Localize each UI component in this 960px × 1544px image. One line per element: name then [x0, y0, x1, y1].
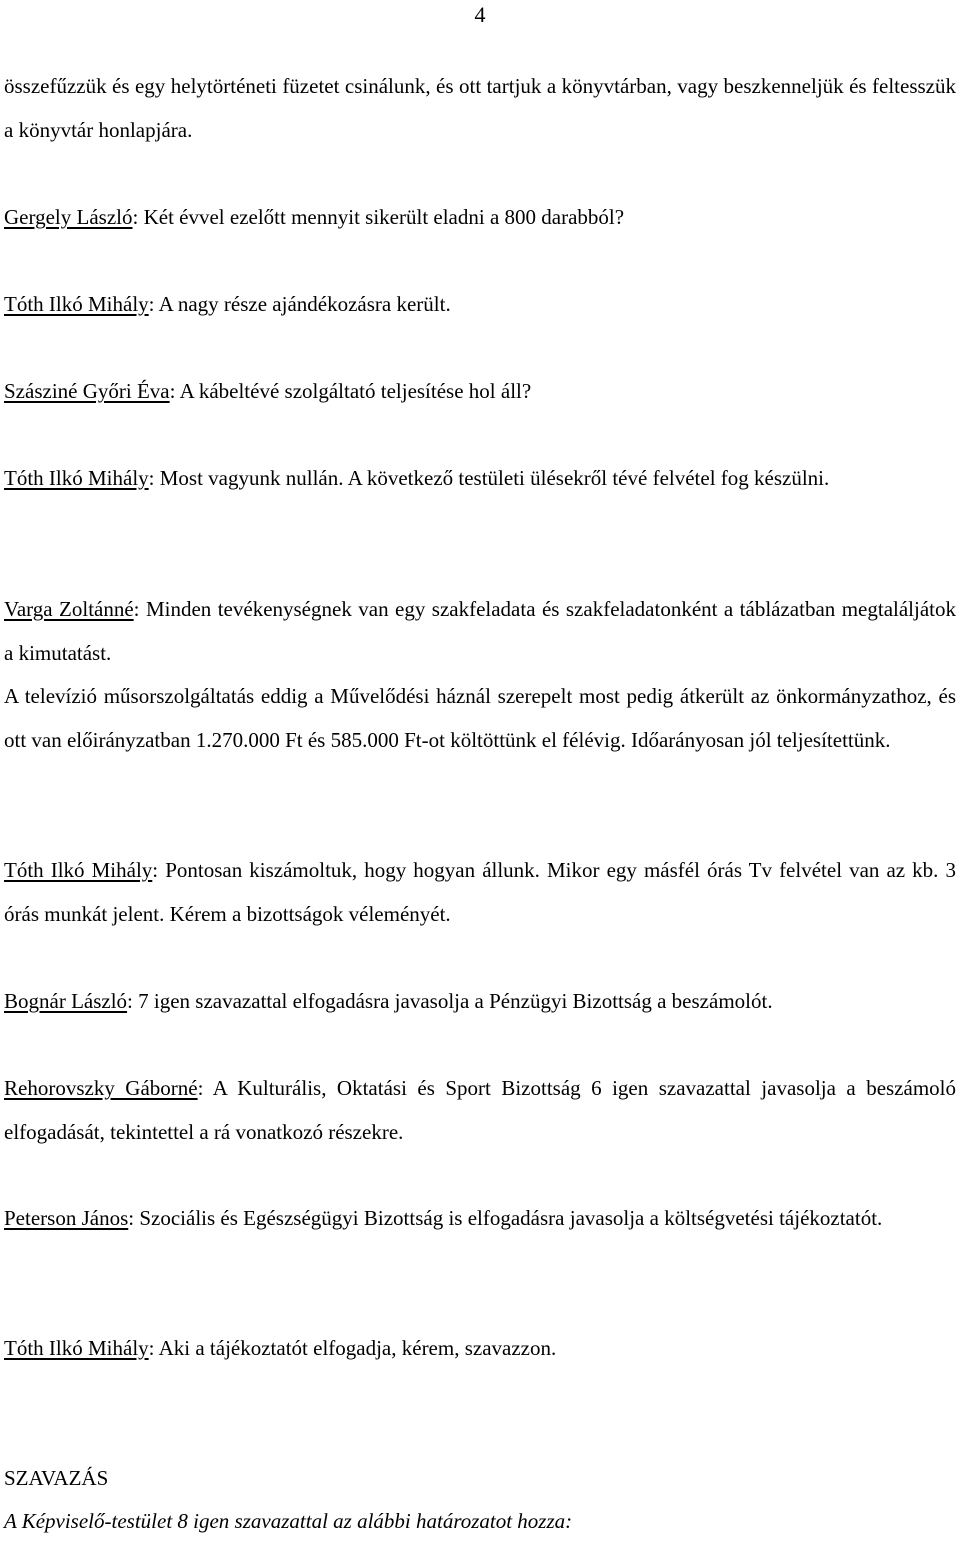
paragraph-text: Két évvel ezelőtt mennyit sikerült eladni a 800 darabból?: [143, 205, 625, 229]
speaker-name: Bognár László: [4, 989, 128, 1013]
paragraph-text: A nagy része ajándékozásra került.: [158, 292, 451, 316]
paragraph-text: Most vagyunk nullán. A következő testületi ülésekről tévé felvétel fog készülni.: [159, 466, 830, 490]
speaker-name: Gergely László: [4, 205, 133, 229]
paragraph-continuation: [4, 675, 956, 762]
speaker-name: Peterson János: [4, 1206, 129, 1230]
speaker-name: Tóth Ilkó Mihály: [4, 292, 149, 316]
speaker-paragraph: Gergely László: Két évvel ezelőtt mennyit sikerült eladni a 800 darabból?: [4, 205, 625, 229]
speaker-paragraph: Tóth Ilkó Mihály: Pontosan kiszámoltuk, hogy hogyan állunk. Mikor egy másfél órás Tv felvétel van az kb. 3 órás munkát jelent. Kérem a bizottságok véleményét.: [4, 858, 957, 926]
speaker-name: Varga Zoltánné: [4, 597, 134, 621]
speaker-paragraph: Peterson János: Szociális és Egészségügyi Bizottság is elfogadásra javasolja a költségvetési tájékoztatót.: [4, 1206, 883, 1230]
speaker-name: Tóth Ilkó Mihály: [4, 1336, 149, 1360]
resolution-intro: A Képviselő-testület 8 igen szavazattal az alábbi határozatot hozza:: [4, 1509, 573, 1533]
speaker-paragraph: Rehorovszky Gáborné: A Kulturális, Oktatási és Sport Bizottság 6 igen szavazattal javasolja a beszámoló elfogadását, tekintettel a rá vonatkozó részekre.: [4, 1076, 956, 1144]
speaker-paragraph: Szásziné Győri Éva: A kábeltévé szolgáltató teljesítése hol áll?: [4, 379, 532, 403]
vote-heading: SZAVAZÁS: [4, 1466, 109, 1490]
speaker-name: Tóth Ilkó Mihály: [4, 466, 149, 490]
paragraph-text: összefűzzük és egy helytörténeti füzetet csinálunk, és ott tartjuk a könyvtárban, vagy beszkenneljük és feltesszük a könyvtár honlapjára.: [4, 74, 956, 142]
speaker-paragraph: Tóth Ilkó Mihály: Aki a tájékoztatót elfogadja, kérem, szavazzon.: [4, 1336, 557, 1360]
speaker-paragraph: Tóth Ilkó Mihály: Most vagyunk nullán. A következő testületi ülésekről tévé felvétel fog készülni.: [4, 466, 830, 490]
speaker-name: Szásziné Győri Éva: [4, 379, 170, 403]
speaker-name: Rehorovszky Gáborné: [4, 1076, 198, 1100]
speaker-paragraph: Varga Zoltánné: Minden tevékenységnek van egy szakfeladata és szakfeladatonként a táblázatban megtaláljátok a kimutatást.: [4, 597, 956, 665]
speaker-name: Tóth Ilkó Mihály: [4, 858, 153, 882]
paragraph-continuation: [4, 65, 956, 152]
paragraph-text: Szociális és Egészségügyi Bizottság is elfogadásra javasolja a költségvetési tájékoztatót.: [139, 1206, 883, 1230]
paragraph-text: A Kulturális, Oktatási és Sport Bizottság 6 igen szavazattal javasolja a beszámoló elfogadását, tekintettel a rá vonatkozó részekre.: [4, 1076, 956, 1144]
paragraph-text: Pontosan kiszámoltuk, hogy hogyan állunk. Mikor egy másfél órás Tv felvétel van az kb. 3 órás munkát jelent. Kérem a bizottságok véleményét.: [4, 858, 957, 926]
paragraph-text: A televízió műsorszolgáltatás eddig a Művelődési háznál szerepelt most pedig átkerült az önkormányzathoz, és ott van előirányzatban 1.270.000 Ft és 585.000 Ft-ot költöttünk el félévig. Időarányosan jól teljesítettünk.: [4, 684, 956, 752]
paragraph-text: Aki a tájékoztatót elfogadja, kérem, szavazzon.: [158, 1336, 557, 1360]
paragraph-text: 7 igen szavazattal elfogadásra javasolja a Pénzügyi Bizottság a beszámolót.: [138, 989, 773, 1013]
paragraph-text: A kábeltévé szolgáltató teljesítése hol áll?: [179, 379, 532, 403]
speaker-paragraph: Bognár László: 7 igen szavazattal elfogadásra javasolja a Pénzügyi Bizottság a beszámolót.: [4, 989, 773, 1013]
paragraph-text: Minden tevékenységnek van egy szakfeladata és szakfeladatonként a táblázatban megtaláljátok a kimutatást.: [4, 597, 956, 665]
speaker-paragraph: Tóth Ilkó Mihály: A nagy része ajándékozásra került.: [4, 292, 451, 316]
page-number: 4: [474, 2, 486, 27]
